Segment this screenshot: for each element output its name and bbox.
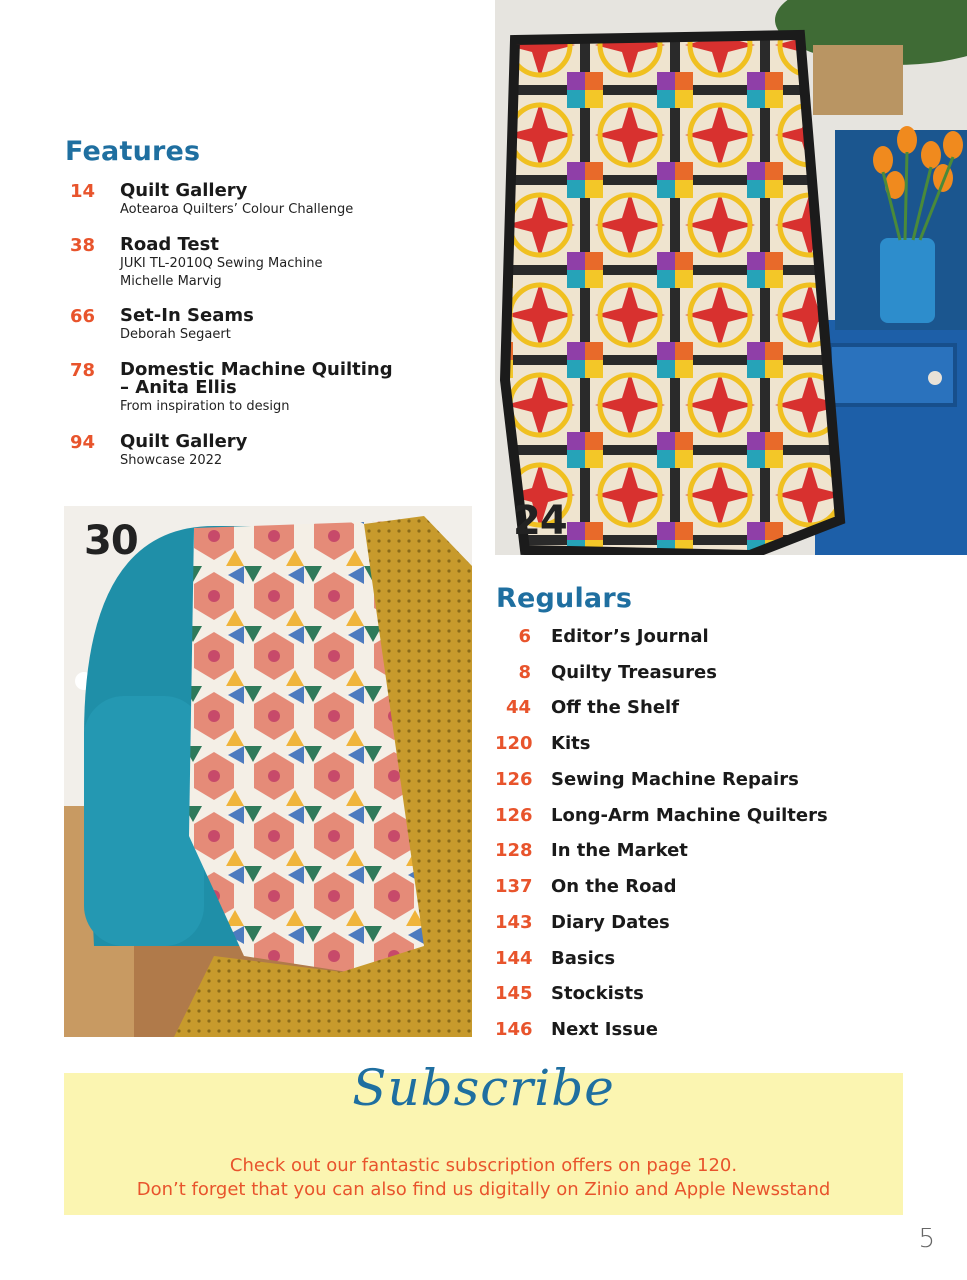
feature-page-number: 14 [69, 181, 95, 202]
feature-title: Domestic Machine Quilting [120, 359, 393, 380]
regular-title: Quilty Treasures [551, 662, 717, 683]
regular-page-number: 8 [518, 662, 531, 683]
page-badge-30: 30 [84, 518, 138, 564]
page-badge-24: 24 [513, 498, 567, 544]
regular-page-number: 6 [518, 626, 531, 647]
regular-page-number: 144 [495, 948, 533, 969]
feature-item[interactable] [66, 432, 466, 472]
feature-subtitle: JUKI TL-2010Q Sewing Machine [120, 256, 323, 271]
regular-item[interactable] [495, 876, 895, 900]
regular-page-number: 44 [505, 697, 531, 718]
feature-item[interactable] [66, 181, 466, 221]
regular-page-number: 126 [495, 805, 533, 826]
regular-item[interactable] [495, 697, 895, 721]
regular-title: Stockists [551, 983, 644, 1004]
regular-title: Next Issue [551, 1019, 658, 1040]
regular-item[interactable] [495, 733, 895, 757]
feature-item[interactable] [66, 360, 466, 416]
feature-item[interactable] [66, 306, 466, 346]
quilt-photo-star[interactable] [495, 0, 967, 555]
regular-item[interactable] [495, 948, 895, 972]
subscribe-heading[interactable]: Subscribe [352, 1059, 615, 1117]
feature-subtitle: Showcase 2022 [120, 453, 223, 468]
regular-item[interactable] [495, 983, 895, 1007]
feature-page-number: 78 [69, 360, 95, 381]
regular-item[interactable] [495, 769, 895, 793]
regular-title: Kits [551, 733, 591, 754]
regular-item[interactable] [495, 626, 895, 650]
quilt-photo-hexagon[interactable] [64, 506, 472, 1037]
feature-subtitle: Aotearoa Quilters’ Colour Challenge [120, 202, 354, 217]
regular-page-number: 137 [495, 876, 533, 897]
feature-author: Michelle Marvig [120, 274, 222, 289]
regular-title: Diary Dates [551, 912, 670, 933]
subscribe-banner[interactable] [64, 1059, 903, 1215]
regular-page-number: 143 [495, 912, 533, 933]
regular-item[interactable] [495, 662, 895, 686]
regular-page-number: 146 [495, 1019, 533, 1040]
feature-page-number: 94 [69, 432, 95, 453]
feature-author: Deborah Segaert [120, 327, 231, 342]
regular-page-number: 145 [495, 983, 533, 1004]
regular-title: On the Road [551, 876, 677, 897]
regular-title: Sewing Machine Repairs [551, 769, 799, 790]
feature-title: Road Test [120, 234, 219, 255]
feature-title-author: – Anita Ellis [120, 377, 237, 398]
regular-page-number: 120 [495, 733, 533, 754]
regulars-heading: Regulars [496, 583, 633, 614]
feature-title: Quilt Gallery [120, 431, 248, 452]
regular-item[interactable] [495, 912, 895, 936]
feature-title: Quilt Gallery [120, 180, 248, 201]
feature-item[interactable] [66, 235, 466, 291]
star-quilt-image [495, 0, 967, 555]
regular-item[interactable] [495, 1019, 895, 1043]
regular-page-number: 126 [495, 769, 533, 790]
regular-item[interactable] [495, 805, 895, 829]
regular-title: Basics [551, 948, 616, 969]
regular-title: Long-Arm Machine Quilters [551, 805, 828, 826]
hexagon-quilt-image [64, 506, 472, 1037]
features-heading: Features [65, 136, 201, 167]
page-number: 5 [918, 1224, 935, 1254]
regular-title: In the Market [551, 840, 688, 861]
regular-title: Editor’s Journal [551, 626, 709, 647]
feature-page-number: 66 [69, 306, 95, 327]
regular-page-number: 128 [495, 840, 533, 861]
regular-item[interactable] [495, 840, 895, 864]
feature-subtitle: From inspiration to design [120, 399, 290, 414]
feature-title: Set-In Seams [120, 305, 254, 326]
regular-title: Off the Shelf [551, 697, 680, 718]
feature-page-number: 38 [69, 235, 95, 256]
subscribe-offer-text: Check out our fantastic subscription offers on page 120. [229, 1155, 738, 1176]
subscribe-digital-text: Don’t forget that you can also find us digitally on Zinio and Apple Newsstand [136, 1179, 831, 1200]
